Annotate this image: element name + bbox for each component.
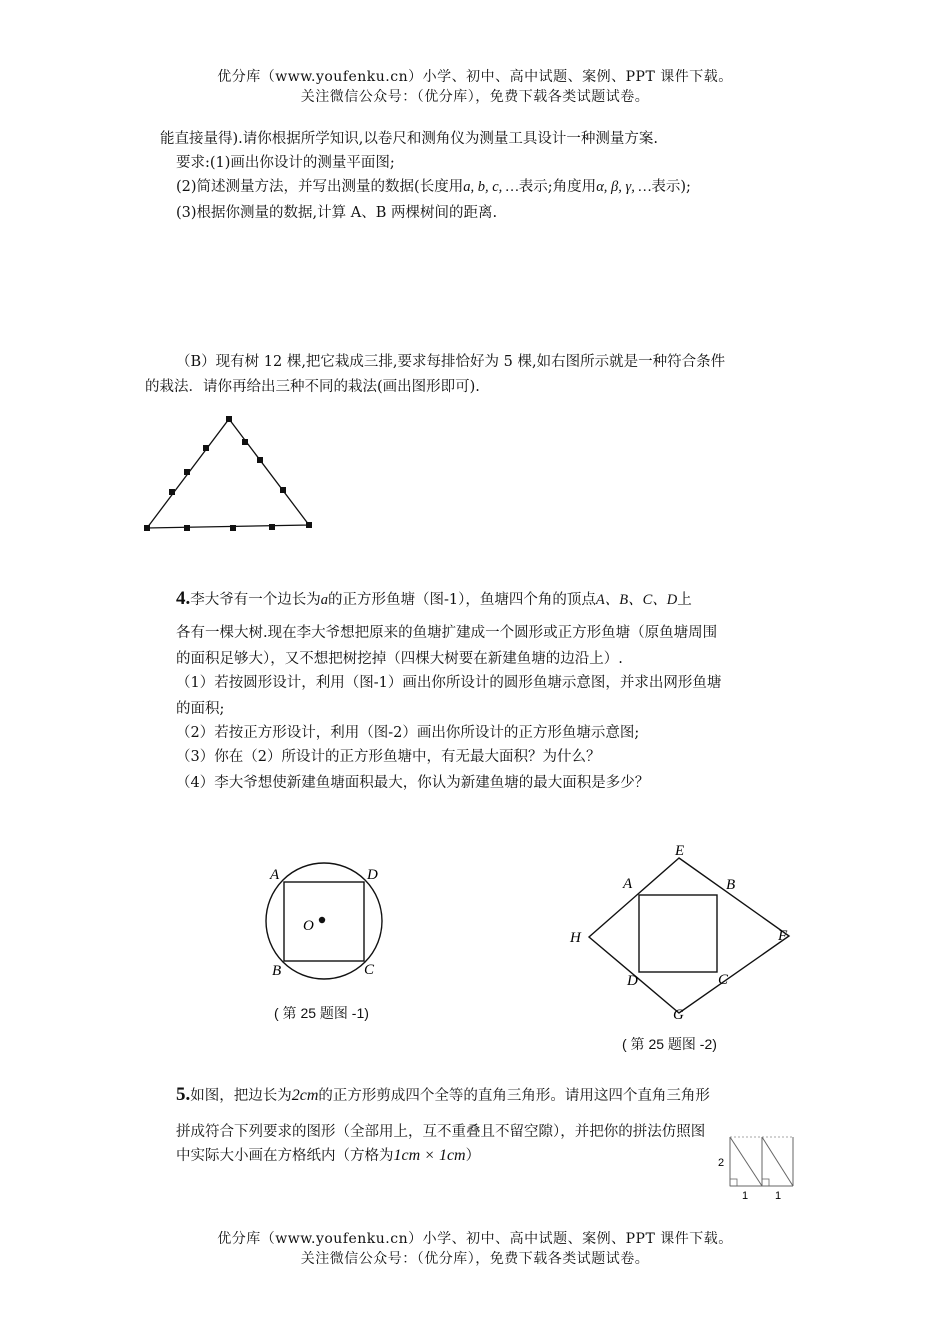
label-a: A — [623, 876, 633, 892]
header-line-2: 关注微信公众号：（优分库），免费下载各类试题试卷。 — [300, 89, 650, 105]
tree-marker — [144, 525, 150, 531]
q4-line-3: 的面积足够大），又不想把树挖掉（四棵大树要在新建鱼塘的边沿上）. — [176, 651, 623, 667]
tree-marker — [280, 487, 286, 493]
q5-text-a: 如图，把边长为 — [190, 1088, 292, 1104]
q5-grid-size: 1cm × 1cm — [393, 1147, 466, 1164]
q5-side-length: 2cm — [291, 1087, 319, 1104]
label-c: C — [364, 962, 375, 978]
req2-angle-vars: α, β, γ, … — [596, 179, 652, 195]
q5-triangle-figure — [712, 1132, 800, 1204]
tree-triangle-figure — [140, 410, 320, 540]
label-side-2: 2 — [718, 1157, 725, 1169]
header-line-1: 优分库（www.youfenku.cn）小学、初中、高中试题、案例、PPT 课件下载。 — [217, 69, 733, 85]
q5-text-c: 中实际大小画在方格纸内（方格为 — [176, 1148, 394, 1164]
q4-text-c: 上 — [677, 592, 692, 608]
req2-text-c: 表示); — [651, 179, 691, 195]
part-a-requirement-2 — [176, 174, 691, 200]
part-a-requirement-1: 要求:(1)画出你设计的测量平面图; — [176, 155, 395, 171]
q4-line-1 — [176, 586, 692, 613]
outer-square — [589, 858, 789, 1013]
tree-marker — [257, 457, 263, 463]
footer-line-1: 优分库（www.youfenku.cn）小学、初中、高中试题、案例、PPT 课件下载。 — [217, 1231, 733, 1247]
label-f: F — [778, 928, 788, 944]
right-angle-mark — [730, 1179, 737, 1186]
tree-marker — [169, 489, 175, 495]
q5-line-2: 拼成符合下列要求的图形（全部用上，互不重叠且不留空隙），并把你的拼法仿照图 — [176, 1124, 706, 1140]
q5-text-d: ） — [465, 1148, 481, 1164]
req2-length-vars: a, b, c, … — [463, 179, 519, 195]
label-a: A — [270, 867, 280, 883]
tree-marker — [230, 525, 236, 531]
q4-line-5: 的面积; — [176, 701, 225, 717]
page-footer — [0, 1229, 950, 1269]
label-side-1a: 1 — [742, 1190, 749, 1202]
right-angle-mark — [762, 1179, 769, 1186]
figure-2-caption: ( 第 25 题图 -2) — [622, 1036, 717, 1052]
figure-1-caption: ( 第 25 题图 -1) — [274, 1005, 369, 1021]
figure-2-square-rhombus — [560, 835, 800, 1020]
center-point — [319, 917, 325, 923]
tree-marker — [306, 522, 312, 528]
q5-line-1 — [176, 1082, 710, 1109]
part-b-line-2: 的栽法．请你再给出三种不同的栽法(画出图形即可). — [145, 379, 480, 395]
label-c: C — [718, 972, 729, 988]
q5-text-b: 的正方形剪成四个全等的直角三角形。请用这四个直角三角形 — [318, 1088, 710, 1104]
label-b: B — [272, 963, 282, 979]
triangle-outline — [147, 419, 309, 528]
q4-line-8: （4）李大爷想使新建鱼塘面积最大，你认为新建鱼塘的最大面积是多少？ — [176, 775, 650, 791]
label-e: E — [675, 843, 685, 859]
label-b: B — [726, 877, 736, 893]
q4-vertices: A、B、C、D — [595, 592, 678, 608]
tree-marker — [184, 525, 190, 531]
label-d: D — [627, 973, 638, 989]
q4-text-a: 李大爷有一个边长为 — [190, 592, 321, 608]
part-a-requirement-3: (3)根据你测量的数据,计算 A、B 两棵树间的距离. — [176, 205, 498, 221]
page-header — [0, 67, 950, 107]
label-side-1b: 1 — [775, 1190, 782, 1202]
tree-markers — [144, 416, 312, 531]
req2-text-a: (2)简述测量方法，并写出测量的数据(长度用 — [176, 179, 464, 195]
q5-line-3 — [176, 1143, 480, 1169]
part-a-line-1: 能直接量得).请你根据所学知识,以卷尺和测角仪为测量工具设计一种测量方案. — [160, 131, 658, 147]
q4-number: 4. — [176, 588, 191, 609]
inner-square-pond — [639, 895, 717, 972]
tree-marker — [226, 416, 232, 422]
tree-marker — [242, 439, 248, 445]
footer-line-2: 关注微信公众号：（优分库），免费下载各类试题试卷。 — [300, 1251, 650, 1267]
q4-text-b: 的正方形鱼塘（图-1），鱼塘四个角的顶点 — [328, 592, 596, 608]
q4-line-7: （3）你在（2）所设计的正方形鱼塘中，有无最大面积？为什么？ — [176, 749, 601, 765]
tree-marker — [269, 524, 275, 530]
figure-1-circle-square — [255, 860, 395, 990]
q4-var-a: a — [320, 592, 328, 608]
q4-line-2: 各有一棵大树.现在李大爷想把原来的鱼塘扩建成一个圆形或正方形鱼塘（原鱼塘周围 — [176, 625, 718, 641]
part-b-line-1: （B）现有树 12 棵,把它栽成三排,要求每排恰好为 5 棵,如右图所示就是一种符合条件 — [176, 354, 726, 370]
label-g: G — [673, 1007, 684, 1020]
q4-line-4: （1）若按圆形设计，利用（图-1）画出你所设计的圆形鱼塘示意图，并求出网形鱼塘 — [176, 675, 722, 691]
label-h: H — [570, 930, 581, 946]
req2-text-b: 表示;角度用 — [518, 179, 597, 195]
label-d: D — [367, 867, 378, 883]
tree-marker — [203, 445, 209, 451]
label-o: O — [303, 918, 314, 934]
q5-number: 5. — [176, 1084, 191, 1105]
tree-marker — [184, 469, 190, 475]
q4-line-6: （2）若按正方形设计，利用（图-2）画出你所设计的正方形鱼塘示意图; — [176, 725, 640, 741]
